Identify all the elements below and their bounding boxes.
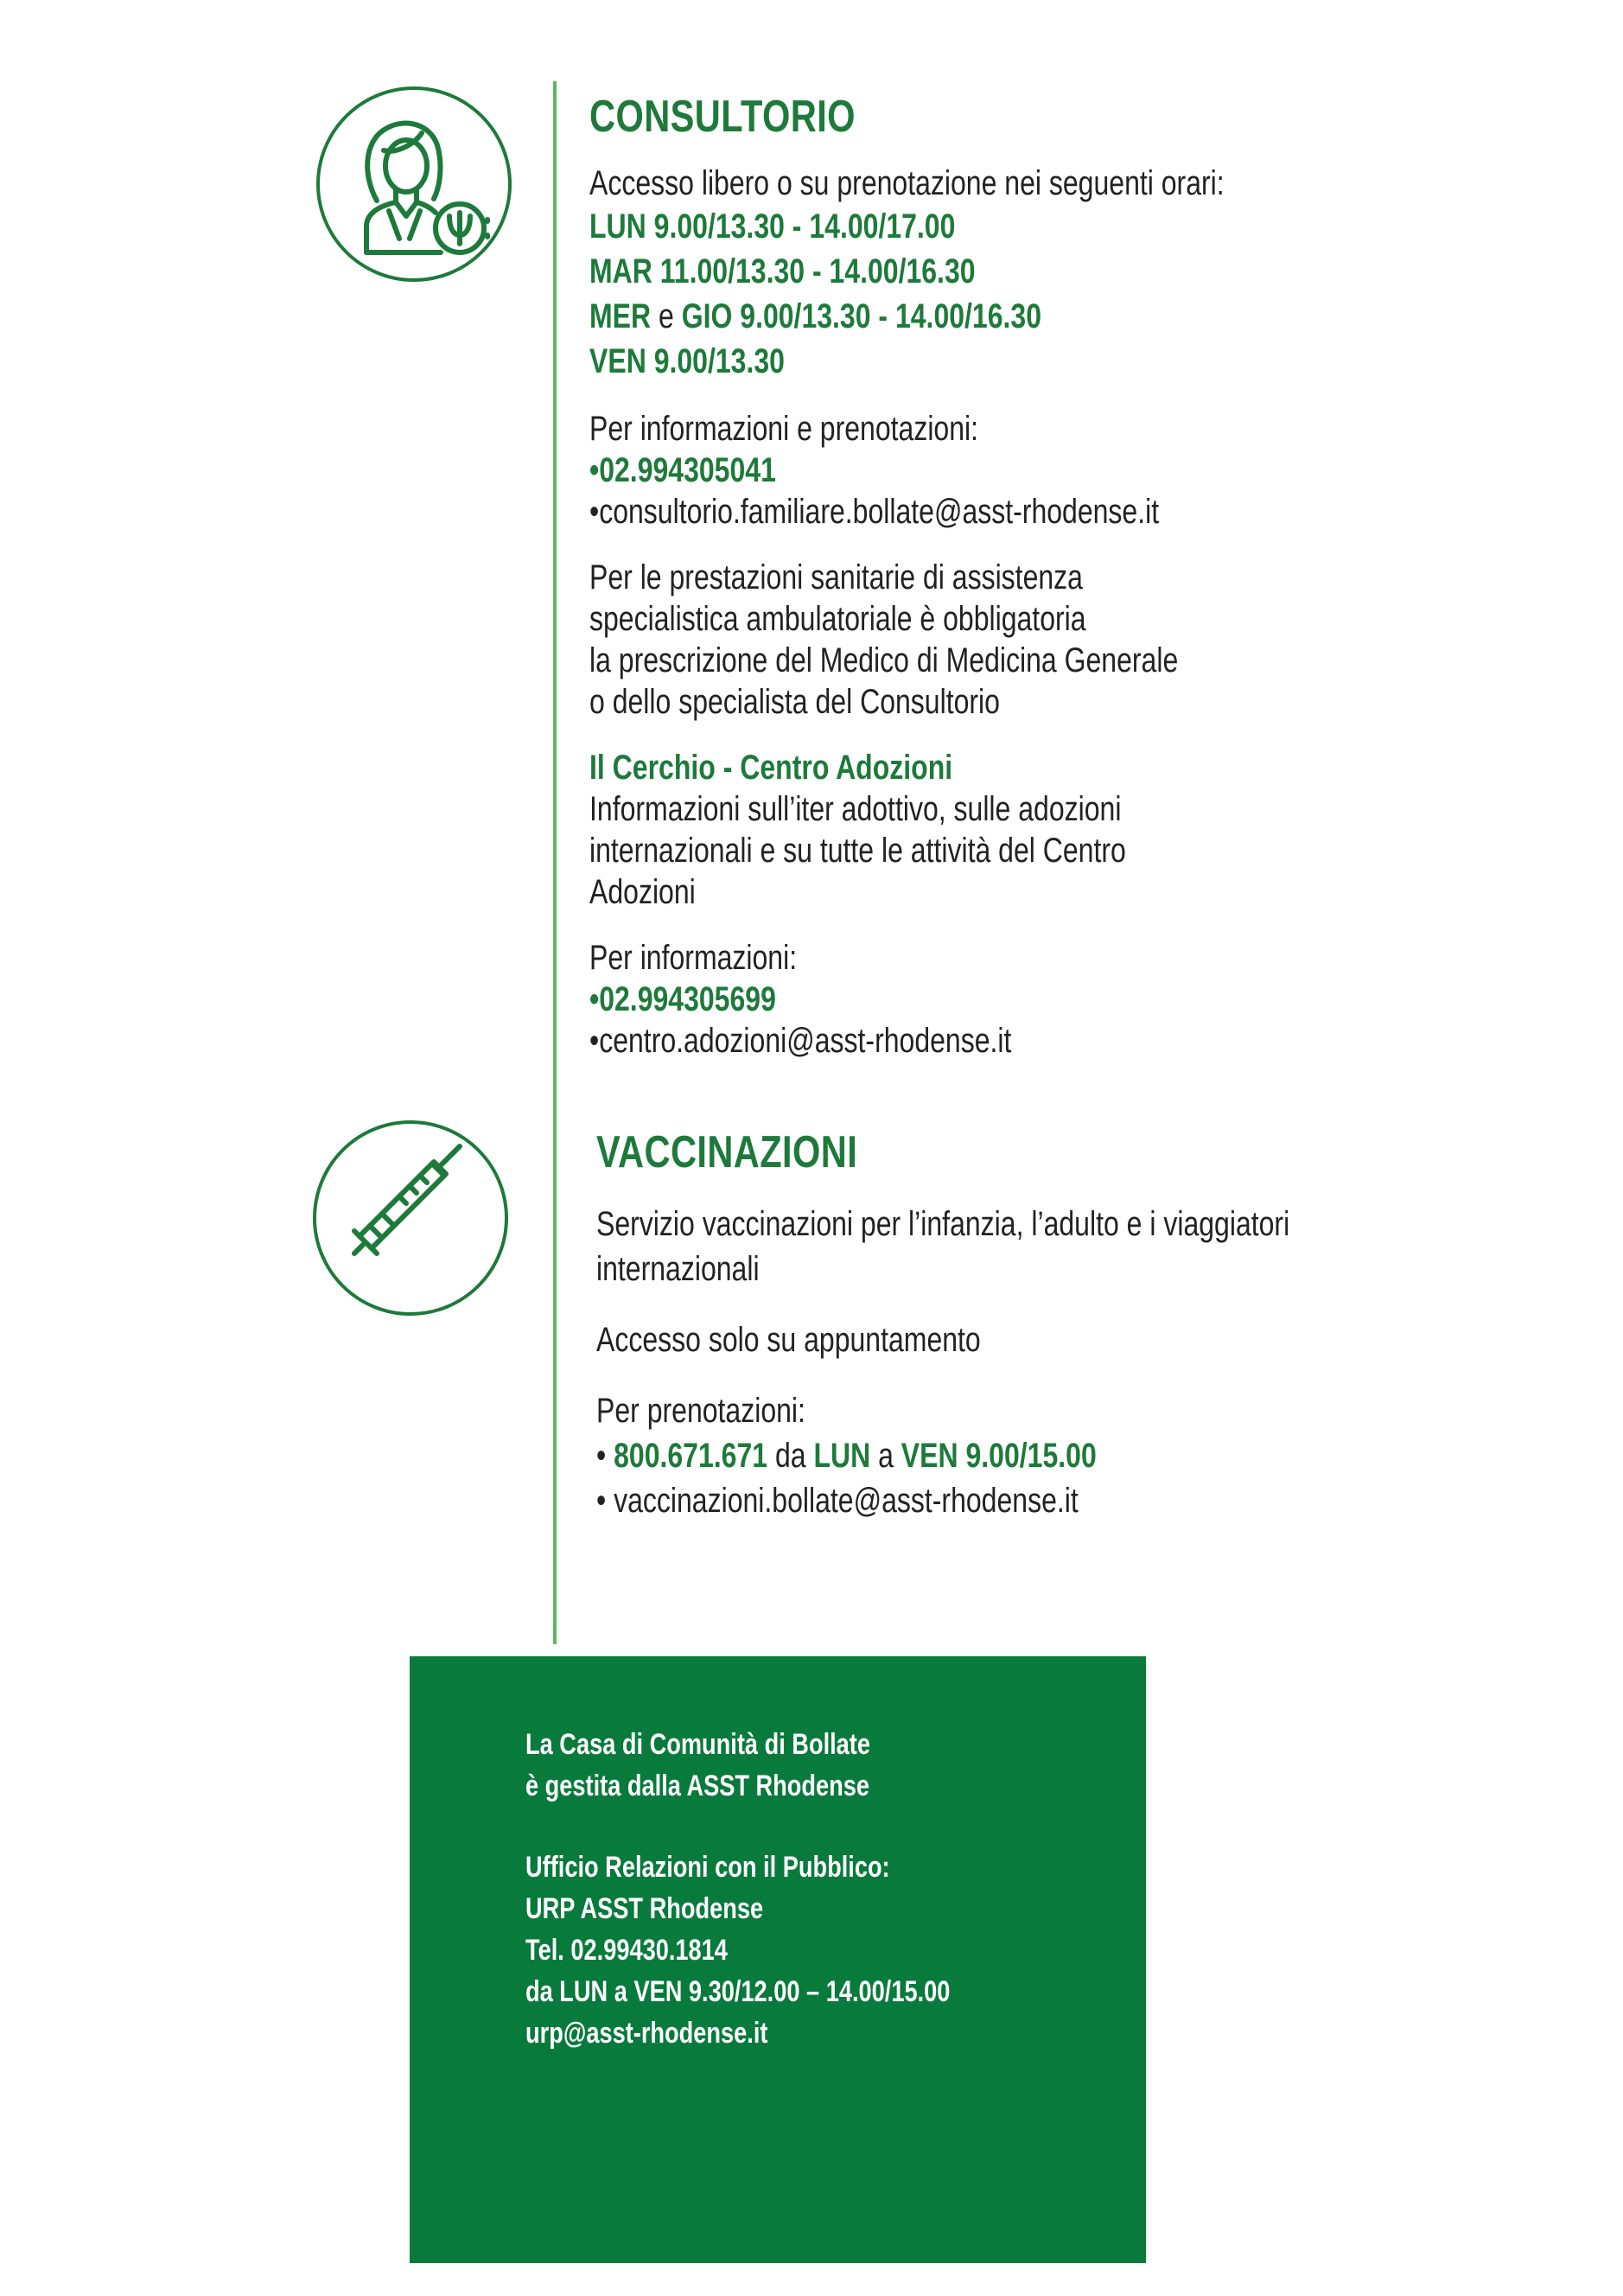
footer-urp-hours: da LUN a VEN 9.30/12.00 – 14.00/15.00 [525, 1975, 951, 2008]
adozioni-email[interactable]: •centro.adozioni@asst-rhodense.it [589, 1022, 1012, 1060]
vaccinazioni-access: Accesso solo su appuntamento [596, 1321, 981, 1359]
prescription-line-3: la prescrizione del Medico di Medicina Generale [589, 641, 1179, 679]
adozioni-line-2: internazionali e su tutte le attività del Centro [589, 832, 1126, 870]
footer-box [410, 1656, 1146, 2263]
woman-psi-icon [320, 90, 508, 278]
footer-line-1: La Casa di Comunità di Bollate [525, 1728, 870, 1761]
vaccinazioni-email[interactable]: • vaccinazioni.bollate@asst-rhodense.it [596, 1482, 1079, 1520]
vaccinazioni-booking-label: Per prenotazioni: [596, 1392, 805, 1430]
vaccinazioni-title: VACCINAZIONI [596, 1127, 858, 1177]
footer-urp-name: URP ASST Rhodense [525, 1892, 764, 1925]
vaccinazioni-desc-2: internazionali [596, 1250, 760, 1288]
booking-bullet: • [596, 1437, 614, 1475]
consultorio-section [589, 90, 1383, 1062]
vaccinazioni-booking-line [596, 1433, 1289, 1478]
hours-lun: LUN 9.00/13.30 - 14.00/17.00 [589, 207, 956, 246]
hours-mer-gio [589, 294, 1225, 339]
vaccinazioni-icon [313, 1120, 508, 1316]
hours-mer: MER [589, 297, 652, 335]
vertical-divider [553, 81, 557, 1644]
consultorio-phone[interactable]: •02.994305041 [589, 451, 776, 489]
hours-ven: VEN 9.00/13.30 [589, 342, 785, 380]
prescription-line-1: Per le prestazioni sanitarie di assistenza [589, 558, 1083, 596]
booking-a: a [870, 1437, 901, 1475]
hours-gio: GIO 9.00/13.30 - 14.00/16.30 [681, 297, 1042, 335]
vaccinazioni-desc-1: Servizio vaccinazioni per l’infanzia, l’adulto e i viaggiatori [596, 1205, 1290, 1243]
adozioni-line-1: Informazioni sull’iter adottivo, sulle adozioni [589, 790, 1122, 828]
adozioni-title: Il Cerchio - Centro Adozioni [589, 749, 953, 787]
vaccinazioni-section [596, 1126, 1463, 1523]
booking-da: da [767, 1437, 814, 1475]
hours-mar: MAR 11.00/13.30 - 14.00/16.30 [589, 252, 976, 290]
consultorio-intro: Accesso libero o su prenotazione nei seguenti orari: [589, 164, 1225, 202]
syringe-icon [316, 1124, 505, 1312]
booking-day-from: LUN [813, 1437, 871, 1475]
prescription-line-4: o dello specialista del Consultorio [589, 683, 1000, 721]
footer-urp-title: Ufficio Relazioni con il Pubblico: [525, 1851, 890, 1884]
footer-line-2: è gestita dalla ASST Rhodense [525, 1770, 870, 1802]
adozioni-phone[interactable]: •02.994305699 [589, 980, 776, 1018]
consultorio-title: CONSULTORIO [589, 92, 856, 142]
booking-phone[interactable]: 800.671.671 [614, 1437, 768, 1475]
footer-text [525, 1724, 950, 2054]
hours-conj: e [659, 297, 674, 335]
booking-day-to: VEN 9.00/15.00 [901, 1437, 1097, 1475]
footer-urp-tel[interactable]: Tel. 02.99430.1814 [525, 1934, 728, 1967]
consultorio-icon [316, 86, 512, 282]
consultorio-email[interactable]: •consultorio.familiare.bollate@asst-rhodense.it [589, 493, 1160, 531]
adozioni-line-3: Adozioni [589, 873, 696, 911]
adozioni-info-label: Per informazioni: [589, 939, 798, 977]
consultorio-info-label: Per informazioni e prenotazioni: [589, 410, 979, 448]
footer-urp-email[interactable]: urp@asst-rhodense.it [525, 2017, 768, 2050]
prescription-line-2: specialistica ambulatoriale è obbligatoria [589, 600, 1086, 638]
